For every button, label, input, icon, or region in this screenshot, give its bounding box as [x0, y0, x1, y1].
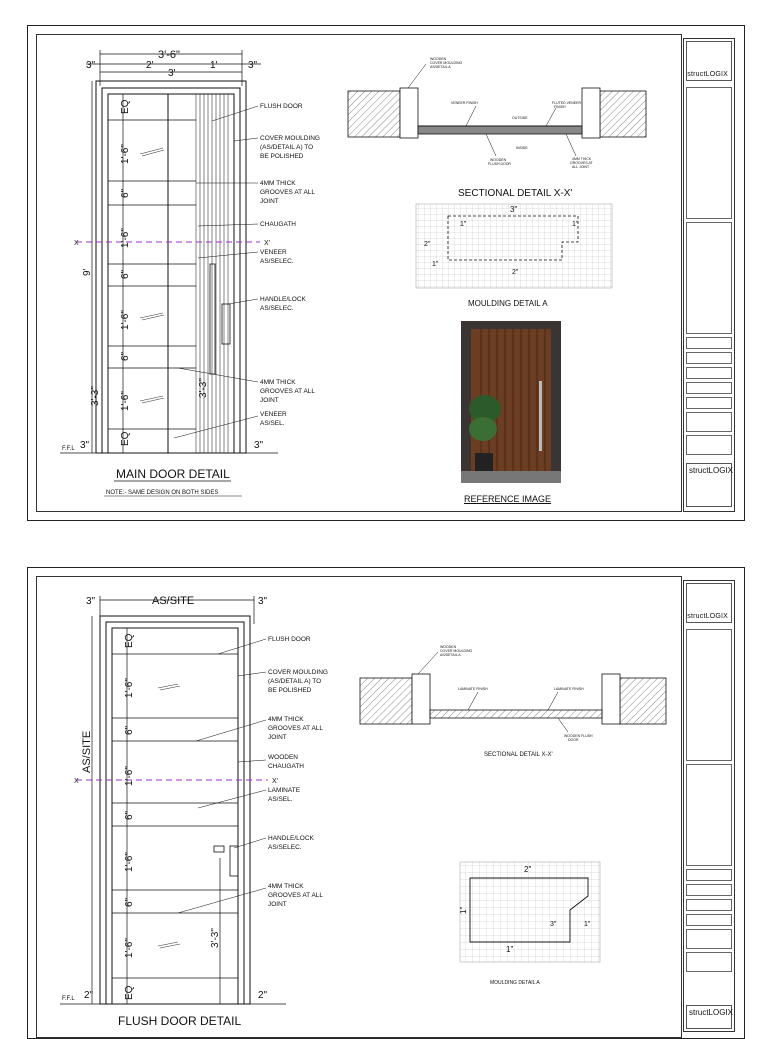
label-handle-b: AS/SELEC.: [260, 305, 294, 312]
label-cover-moulding-3: BE POLISHED: [260, 153, 304, 160]
brand-name: structLOGIX: [689, 466, 734, 475]
sect2-note-door: DOOR: [568, 738, 579, 742]
label2-grooves-1c: JOINT: [268, 734, 287, 741]
title-cell: [686, 367, 732, 379]
title-cell: [686, 952, 732, 972]
sect2-note-wooden-flush: WOODEN FLUSH: [564, 734, 593, 738]
brand-block-2: [686, 1005, 732, 1029]
flush-door-drawing: [28, 568, 348, 1025]
brand-name-2: structLOGIX: [689, 1008, 734, 1017]
dim2-eq-top: EQ: [124, 633, 135, 648]
sect-note-fluted: FLUTED VENEER: [552, 101, 581, 105]
dim-1-6-b: 1'-6": [120, 228, 131, 248]
sect2-note-laminate-1: LAMINATE FINISH: [458, 687, 488, 691]
label2-grooves-2a: 4MM THICK: [268, 883, 304, 890]
sect-note-veneer: VENEER FINISH: [451, 101, 478, 105]
drawing-sheet-1: [27, 25, 745, 521]
dim2-bottom-right: 2": [258, 990, 268, 1001]
title-block-2: [683, 580, 735, 1032]
dim2-3-3: 3'-3": [210, 928, 221, 948]
sect-note-flush: FLUSH DOOR: [488, 162, 511, 166]
moulding2-dim-a: 1": [459, 906, 468, 914]
title-cells-2: [686, 629, 732, 975]
label-cover-moulding-2: (AS/DETAIL A) TO: [260, 144, 314, 151]
logo-2: [686, 583, 732, 623]
main-door-title: MAIN DOOR DETAIL: [116, 467, 230, 481]
x-mark: X: [74, 240, 79, 247]
sect2-note-asdetail: AS/DETAIL A: [440, 653, 461, 657]
title-cell: [686, 412, 732, 432]
label-grooves-2a: 4MM THICK: [260, 379, 296, 386]
moulding-dim-a: 1": [460, 221, 467, 228]
sect2-note-laminate-2: LAMINATE FINISH: [554, 687, 584, 691]
sect-note-joint: ALL JOINT: [572, 165, 590, 169]
sect2-note-wooden: WOODEN: [440, 645, 457, 649]
label2-handle-a: HANDLE/LOCK: [268, 835, 314, 842]
dim-bottom-right-3: 3": [254, 440, 264, 451]
dim-2: 2': [146, 60, 154, 71]
moulding-detail-drawing: [412, 202, 622, 312]
sect-note-4mm: 4MM THICK: [572, 157, 592, 161]
moulding-dim-c: 2": [424, 241, 431, 248]
ffl-label: F.F.L: [62, 446, 75, 452]
flush-door-title: FLUSH DOOR DETAIL: [118, 1014, 242, 1025]
dim-right-3: 3": [248, 60, 258, 71]
dim2-6-c: 6": [124, 897, 135, 907]
title-cell: [686, 222, 732, 334]
dim2-as-site: AS/SITE: [152, 595, 195, 607]
dim-1: 1': [210, 60, 218, 71]
title-cell: [686, 352, 732, 364]
title-cell: [686, 629, 732, 761]
moulding2-dim-b: 3": [550, 921, 557, 928]
dim-eq-bottom: EQ: [120, 431, 131, 446]
title-cell: [686, 869, 732, 881]
reference-image: [461, 321, 561, 483]
label-grooves-1a: 4MM THICK: [260, 180, 296, 187]
label-handle-a: HANDLE/LOCK: [260, 296, 306, 303]
label2-cover-3: BE POLISHED: [268, 687, 312, 694]
moulding-title: MOULDING DETAIL A: [468, 299, 548, 308]
title-cell: [686, 899, 732, 911]
label-chaugath: CHAUGATH: [260, 221, 296, 228]
sectional-detail-drawing-2: [358, 638, 698, 768]
reference-title: REFERENCE IMAGE: [464, 494, 552, 504]
title-cell: [686, 87, 732, 219]
drawing-sheet-2: [27, 567, 745, 1039]
dim-3-3-handle: 3'-3": [198, 378, 209, 398]
dim2-left-3: 3": [86, 596, 96, 607]
dim-bottom-left-3: 3": [80, 440, 90, 451]
main-door-drawing: [28, 26, 348, 520]
moulding-dim-b: 1": [572, 221, 579, 228]
label2-laminate-sel: AS/SEL.: [268, 796, 293, 803]
dim-left-3: 3": [86, 60, 96, 71]
title-cell: [686, 382, 732, 394]
ffl2-label: F.F.L: [62, 996, 75, 1002]
sect-note-wooden2: WOODEN: [490, 158, 507, 162]
label-grooves-2c: JOINT: [260, 397, 279, 404]
title-cell: [686, 764, 732, 866]
dim-3: 3': [168, 68, 176, 79]
dim-1-6-a: 1'-6": [120, 144, 131, 164]
dim2-1-6-b: 1'-6": [124, 766, 135, 786]
dim-overall: 3'-6": [158, 49, 180, 61]
dim2-1-6-a: 1'-6": [124, 678, 135, 698]
dim-6-b: 6": [120, 269, 131, 279]
dim-nine: 9': [82, 268, 93, 276]
moulding-title-2: MOULDING DETAIL A: [490, 980, 540, 986]
title-cell: [686, 337, 732, 349]
label-grooves-1c: JOINT: [260, 198, 279, 205]
title-cell: [686, 884, 732, 896]
label2-wooden: WOODEN: [268, 754, 298, 761]
dim2-bottom-left: 2": [84, 990, 94, 1001]
title-cell: [686, 929, 732, 949]
label-veneer-2a: VENEER: [260, 411, 287, 418]
label-veneer-1b: AS/SELEC.: [260, 258, 294, 265]
title-cell: [686, 397, 732, 409]
dim-1-6-d: 1'-6": [120, 391, 131, 411]
dim2-as-site-vertical: AS/SITE: [81, 730, 93, 773]
dim-6-c: 6": [120, 351, 131, 361]
moulding-dim-d: 2": [512, 269, 519, 276]
sectional-title: SECTIONAL DETAIL X-X': [458, 188, 573, 199]
label2-chaugath: CHAUGATH: [268, 763, 304, 770]
dim2-1-6-d: 1'-6": [124, 938, 135, 958]
moulding-dim-e: 1": [432, 261, 439, 268]
sectional-title-2: SECTIONAL DETAIL X-X': [484, 752, 553, 758]
label-grooves-1b: GROOVES AT ALL: [260, 189, 316, 196]
label-grooves-2b: GROOVES AT ALL: [260, 388, 316, 395]
moulding-dim-top: 3": [510, 205, 518, 214]
title-cells-1: [686, 87, 732, 458]
sectional-detail-drawing: [346, 46, 686, 216]
dim2-eq-bottom: EQ: [124, 985, 135, 1000]
sect-note-inside: INSIDE: [516, 146, 528, 150]
x2-prime-mark: X': [272, 778, 279, 785]
dim-3-3-left: 3'-3": [90, 386, 101, 406]
sect-note-fluted-finish: FINISH: [554, 105, 566, 109]
sect-note-grooves: GROOVES AT: [570, 161, 593, 165]
sect-note-asdetail: AS/DETAIL A: [430, 65, 451, 69]
dim-1-6-c: 1'-6": [120, 310, 131, 330]
title-cell: [686, 435, 732, 455]
sect-note-cover: COVER MOULDING: [430, 61, 463, 65]
label-flush-door: FLUSH DOOR: [260, 103, 303, 110]
title-block-1: [683, 38, 735, 512]
label2-flush-door: FLUSH DOOR: [268, 636, 311, 643]
label-veneer-2b: AS/SEL.: [260, 420, 285, 427]
design-note: NOTE:- SAME DESIGN ON BOTH SIDES: [106, 490, 219, 496]
label2-grooves-2b: GROOVES AT ALL: [268, 892, 324, 899]
label2-cover-2: (AS/DETAIL A) TO: [268, 678, 322, 685]
brand-logo-text-2: structLOGIX: [687, 613, 728, 620]
label2-laminate: LAMINATE: [268, 787, 301, 794]
moulding2-dim-c: 1": [506, 945, 514, 954]
dim2-6-b: 6": [124, 810, 135, 820]
moulding-detail-drawing-2: [458, 858, 608, 988]
label-veneer-1a: VENEER: [260, 249, 287, 256]
moulding2-dim-top: 2": [524, 865, 532, 874]
label-cover-moulding-1: COVER MOULDING: [260, 135, 320, 142]
moulding2-dim-d: 1": [584, 921, 591, 928]
label2-handle-b: AS/SELEC.: [268, 844, 302, 851]
dim2-right-3: 3": [258, 596, 268, 607]
dim-eq-top: EQ: [120, 99, 131, 114]
label2-grooves-2c: JOINT: [268, 901, 287, 908]
brand-block-1: [686, 463, 732, 507]
dim2-6-a: 6": [124, 725, 135, 735]
x-prime-mark: X': [264, 240, 271, 247]
title-cell: [686, 914, 732, 926]
sect-note-outside: OUTSIDE: [512, 116, 528, 120]
dim2-1-6-c: 1'-6": [124, 852, 135, 872]
sect-note-wooden: WOODEN: [430, 57, 447, 61]
dim-6-a: 6": [120, 188, 131, 198]
label2-grooves-1a: 4MM THICK: [268, 716, 304, 723]
label2-cover-1: COVER MOULDING: [268, 669, 328, 676]
brand-logo-text: structLOGIX: [687, 71, 728, 78]
sect2-note-cover: COVER MOULDING: [440, 649, 473, 653]
label2-grooves-1b: GROOVES AT ALL: [268, 725, 324, 732]
logo-1: [686, 41, 732, 81]
x2-mark: X: [74, 778, 79, 785]
